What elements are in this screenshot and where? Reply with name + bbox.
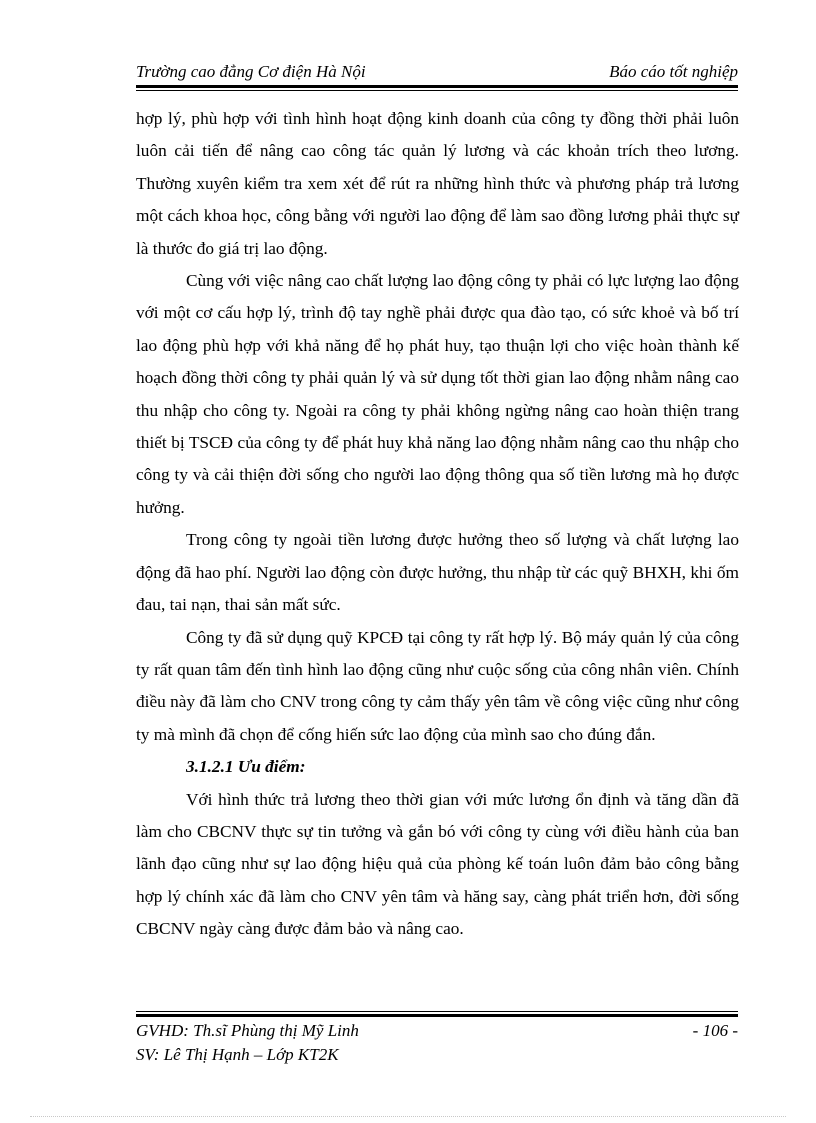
footer-student: SV: Lê Thị Hạnh – Lớp KT2K [136,1045,339,1064]
paragraph-4: Công ty đã sử dụng quỹ KPCĐ tại công ty rất hợp lý. Bộ máy quản lý của công ty rất quan tâm đến tình hình lao động cũng như cuộc sống của công nhân viên. Chính điều này đã làm cho CNV trong công ty cảm thấy yên tâm về công việc cũng như công ty mà mình đã chọn để cống hiến sức lao động của mình sao cho đúng đắn. [136,627,739,744]
page-footer [136,1011,738,1071]
page-number: - 106 - [692,1021,738,1040]
paragraph-1: hợp lý, phù hợp với tình hình hoạt động kinh doanh của công ty đồng thời phải luôn luôn cải tiến để nâng cao công tác quản lý lương và các khoản trích theo lương. Thường xuyên kiểm tra xem xét để rút ra những hình thức và phương pháp trả lương một cách khoa học, công bằng với người lao động để làm sao đồng lương phải thực sự là thước đo giá trị lao động. [136,109,739,258]
paragraph-3: Trong công ty ngoài tiền lương được hưởng theo số lượng và chất lượng lao động đã hao phí. Người lao động còn được hưởng, thu nhập từ các quỹ BHXH, khi ốm đau, tai nạn, thai sản mất sức. [136,530,739,615]
page-header [136,60,738,86]
header-report-title: Báo cáo tốt nghiệp [609,62,738,81]
page-body [136,103,739,946]
footer-divider-thin [136,1011,738,1012]
section-heading: 3.1.2.1 Ưu điểm: [186,757,306,777]
page-bottom-border [30,1116,786,1117]
footer-divider [136,1014,738,1017]
paragraph-2: Cùng với việc nâng cao chất lượng lao động công ty phải có lực lượng lao động với một cơ cấu hợp lý, trình độ tay nghề phải được qua đào tạo, có sức khoẻ và bố trí lao động phù hợp với khả năng để họ phát huy, tạo thuận lợi cho việc hoàn thành kế hoạch đồng thời công ty phải quản lý và sử dụng tốt thời gian lao động nhằm nâng cao thu nhập cho công ty. Ngoài ra công ty phải không ngừng nâng cao hoàn thiện trang thiết bị TSCĐ của công ty để phát huy khả năng lao động nhằm nâng cao thu nhập cho công ty và cải thiện đời sống cho người lao động thông qua số tiền lương mà họ được hưởng. [136,271,739,517]
header-divider [136,85,738,88]
header-school-name: Trường cao đẳng Cơ điện Hà Nội [136,62,366,81]
paragraph-5: Với hình thức trả lương theo thời gian với mức lương ổn định và tăng dần đã làm cho CBCNV thực sự tin tưởng và gắn bó với công ty cùng với điều hành của ban lãnh đạo cũng như sự lao động hiệu quả của phòng kế toán luôn đảm bảo công bằng hợp lý chính xác đã làm cho CNV yên tâm và hăng say, càng phát triển hơn, đời sống CBCNV ngày càng được đảm bảo và nâng cao. [136,789,739,939]
header-divider-thin [136,90,738,91]
footer-supervisor: GVHD: Th.sĩ Phùng thị Mỹ Linh [136,1021,359,1040]
